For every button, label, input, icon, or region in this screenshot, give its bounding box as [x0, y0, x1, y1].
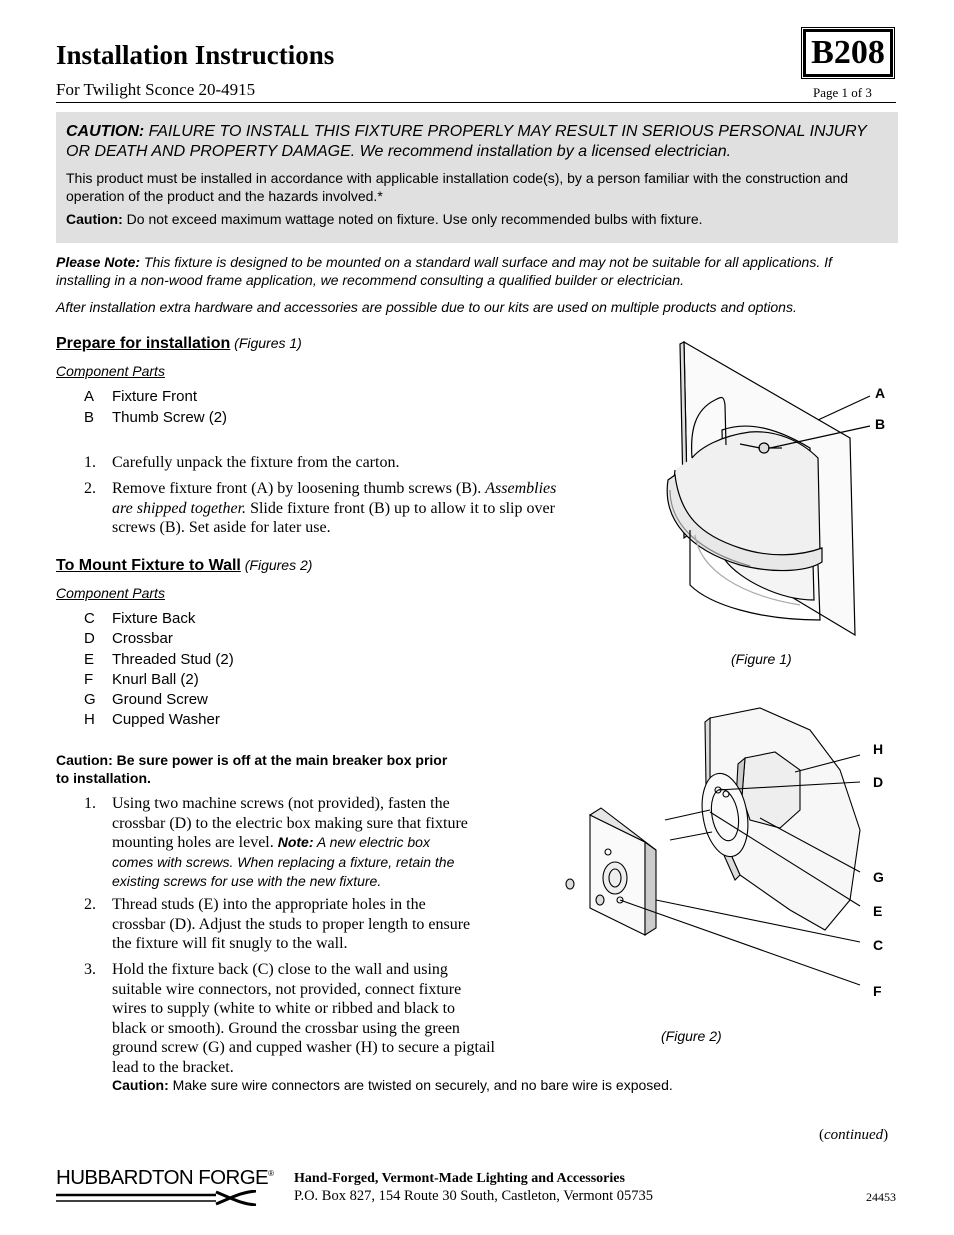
part-name: Fixture Front — [112, 388, 198, 405]
mount-heading-text: To Mount Fixture to Wall — [56, 557, 241, 574]
mount-step-3 — [84, 960, 534, 1078]
part-letter: B — [84, 409, 95, 426]
prepare-heading-text: Prepare for installation — [56, 335, 231, 352]
note-text: comes with screws. When replacing a fixture, retain the — [112, 853, 455, 870]
caution-panel — [56, 112, 898, 243]
step-text: Hold the fixture back (C) close to the wall and using — [112, 961, 448, 978]
wire-caution — [112, 1077, 673, 1093]
step-number: 2. — [84, 896, 96, 913]
part-row — [84, 711, 220, 728]
mount-heading — [56, 557, 312, 575]
company-address: P.O. Box 827, 154 Route 30 South, Castleton, Vermont 05735 — [294, 1188, 654, 1204]
callout-g: G — [873, 869, 884, 885]
part-row — [84, 651, 234, 668]
wattage-caution-lead: Caution: — [66, 211, 123, 227]
mount-figure-ref: (Figures 2) — [240, 557, 313, 573]
part-row — [84, 630, 173, 647]
part-letter: A — [84, 388, 95, 405]
caution-main-text: FAILURE TO INSTALL THIS FIXTURE PROPERLY MAY RESULT IN SERIOUS PERSONAL INJURY OR DEATH AND PROPERTY DAMAGE. We recommend installation by a licensed electrician. — [66, 123, 867, 160]
company-tagline: Hand-Forged, Vermont-Made Lighting and Accessories — [294, 1171, 625, 1186]
step-text: Carefully unpack the fixture from the carton. — [112, 454, 400, 471]
step-text: lead to the bracket. — [112, 1058, 234, 1076]
part-name: Fixture Back — [112, 610, 196, 627]
part-row — [84, 388, 197, 405]
prepare-component-label: Component Parts — [56, 363, 165, 379]
logo-text: HUBBARDTON FORGE — [56, 1166, 269, 1189]
step-text: black or smooth). Ground the crossbar using the green — [112, 1019, 460, 1037]
figure-1-caption: (Figure 1) — [731, 651, 792, 667]
document-code-box: B208 — [803, 29, 893, 77]
step-number: 1. — [84, 795, 96, 812]
power-caution — [56, 751, 506, 787]
step-number: 3. — [84, 961, 96, 978]
part-letter: G — [84, 691, 96, 708]
after-installation-note: After installation extra hardware and accessories are possible due to our kits are used on multiple products and options. — [56, 299, 797, 315]
installation-code-text: This product must be installed in accordance with applicable installation code(s), by a person familiar with the construction and operation of the product and the hazards involved.* — [66, 170, 849, 204]
step-number: 1. — [84, 454, 96, 471]
prepare-heading — [56, 335, 302, 353]
step-text: crossbar (D) to the electric box making sure that fixture — [112, 814, 468, 832]
wattage-caution-text: Do not exceed maximum wattage noted on fixture. Use only recommended bulbs with fixture. — [122, 211, 703, 227]
please-note-text: This fixture is designed to be mounted on a standard wall surface and may not be suitable for all applications. If installing in a non-wood frame application, we recommend consulting a qualified builder or electrician. — [56, 254, 832, 288]
logo-registered-mark: ® — [268, 1169, 274, 1179]
step-text: Using two machine screws (not provided), fasten the — [112, 795, 450, 812]
callout-d: D — [873, 774, 884, 790]
callout-e: E — [873, 903, 883, 919]
step-text: the fixture will fit snugly to the wall. — [112, 935, 348, 952]
part-row — [84, 691, 208, 708]
header-rule — [56, 102, 896, 103]
part-name: Cupped Washer — [112, 711, 220, 728]
callout-h: H — [873, 741, 884, 757]
step-text: Thread studs (E) into the appropriate holes in the — [112, 896, 426, 913]
paren: ) — [883, 1127, 889, 1143]
wattage-caution — [66, 210, 888, 228]
power-caution-line: Caution: Be sure power is off at the main breaker box prior — [56, 752, 448, 768]
prepare-figure-ref: (Figures 1) — [230, 335, 302, 351]
please-note — [56, 253, 886, 289]
note-text: A new electric box — [313, 834, 430, 850]
step-text: crossbar (D). Adjust the studs to proper length to ensure — [112, 915, 471, 933]
paren: ( — [819, 1127, 824, 1143]
part-name: Crossbar — [112, 630, 173, 647]
page-indicator: Page 1 of 3 — [813, 85, 872, 100]
step-number: 2. — [84, 480, 96, 497]
part-name: Knurl Ball (2) — [112, 671, 199, 688]
step-text: wires to supply (white to white or ribbed and black to — [112, 1000, 456, 1017]
callout-b: B — [875, 416, 886, 432]
part-name: Ground Screw — [112, 691, 208, 708]
step-text: screws (B). Set aside for later use. — [112, 519, 331, 536]
part-letter: E — [84, 651, 95, 668]
step-text: ground screw (G) and cupped washer (H) to secure a pigtail — [112, 1039, 495, 1056]
continued-label — [819, 1127, 888, 1144]
power-caution-line: to installation. — [56, 770, 151, 786]
step-text-italic: are shipped together. — [112, 499, 247, 517]
step-text-italic: Assemblies — [485, 480, 557, 497]
note-text: existing screws for use with the new fixture. — [112, 872, 382, 889]
mount-step-1 — [84, 794, 524, 894]
document-number: 24453 — [866, 1190, 896, 1204]
part-name: Threaded Stud (2) — [112, 651, 234, 668]
step-text: Remove fixture front (A) by loosening thumb screws (B). — [112, 480, 486, 497]
figure-2-caption: (Figure 2) — [661, 1028, 722, 1044]
part-row — [84, 671, 199, 688]
logo-swoosh-icon — [56, 1190, 261, 1206]
part-row — [84, 409, 227, 426]
part-letter: F — [84, 671, 94, 688]
step-text: mounting holes are level. — [112, 834, 278, 851]
step-text: suitable wire connectors, not provided, connect fixture — [112, 980, 462, 998]
mount-step-2 — [84, 895, 524, 955]
part-letter: C — [84, 610, 95, 627]
callout-a: A — [875, 385, 886, 401]
caution-warning — [66, 122, 886, 162]
part-row — [84, 610, 195, 627]
callout-f: F — [873, 983, 882, 999]
prepare-step-2 — [84, 479, 604, 539]
caution-lead: CAUTION: — [66, 123, 145, 140]
please-note-lead: Please Note: — [56, 254, 141, 270]
figure-2-diagram — [560, 700, 890, 1020]
callout-c: C — [873, 937, 884, 953]
page-title: Installation Instructions — [56, 40, 335, 70]
product-subtitle: For Twilight Sconce 20-4915 — [56, 80, 256, 99]
wire-caution-text: Make sure wire connectors are twisted on securely, and no bare wire is exposed. — [168, 1077, 673, 1093]
wire-caution-lead: Caution: — [112, 1077, 169, 1093]
note-lead: Note: — [277, 834, 314, 850]
continued-text: continued — [824, 1127, 884, 1143]
part-letter: D — [84, 630, 95, 647]
step-text: Slide fixture front (B) up to allow it to slip over — [246, 499, 555, 517]
hubbardton-forge-logo — [56, 1166, 274, 1210]
mount-component-label: Component Parts — [56, 585, 165, 601]
part-letter: H — [84, 711, 95, 728]
part-name: Thumb Screw (2) — [112, 409, 228, 426]
figure-1-diagram — [600, 330, 900, 650]
